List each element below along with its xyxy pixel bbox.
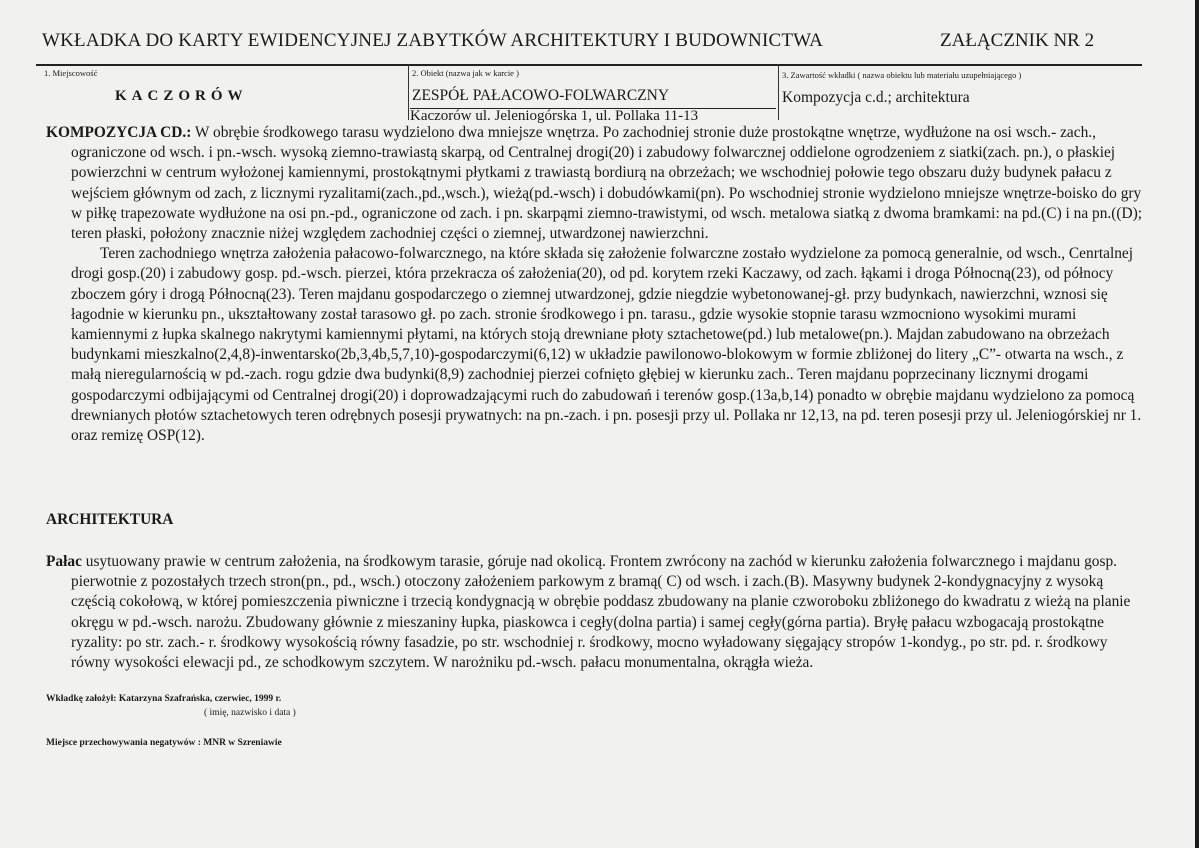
- header-rule: [36, 64, 1142, 66]
- composition-heading: KOMPOZYCJA CD.:: [46, 124, 192, 141]
- document-title: WKŁADKA DO KARTY EWIDENCYJNEJ ZABYTKÓW ARCHITEKTURY I BUDOWNICTWA: [42, 30, 824, 51]
- annex-number: ZAŁĄCZNIK NR 2: [940, 30, 1095, 51]
- palace-description: usytuowany prawie w centrum założenia, na środkowym tarasie, góruje nad okolicą. Frontem zwrócony na zachód w kierunku założenia folwarcznego i majdanu gosp. pierwotnie z pozostałych trzech stron(pn., pd., wsch.) otoczony założeniem parkowym z bramą( C) od wsch. i zach.(B). Masywny budynek 2-kondygnacyjny z wysoką częścią cokołową, w której pomieszczenia piwniczne i trzecią kondygnacją w obrębie poddasz zbudowany na planie czworoboku zbliżonego do kwadratu z wieżą na planie okręgu w pd.-wsch. narożu. Zbudowany głównie z mieszaniny łupka, piaskowca i cegły(dolna partia) i samej cegły(górna partia). Bryłę pałacu wzbogacają prostokątne ryzality: po str. zach.- r. środkowy wysokością równy fasadzie, po str. wschodniej r. środkowy, mocno wyładowany sięgający stropów 1-kondyg., po str. pd. r. środkowy równy wysokości elewacji pd., ze schodkowym szczytem. W narożniku pd.-wsch. pałacu monumentalna, okrągła wieża.: [71, 553, 1131, 672]
- negatives-location: Miejsce przechowywania negatywów : MNR w Szreniawie: [46, 738, 282, 748]
- composition-text-1: W obrębie środkowego tarasu wydzielono dwa mniejsze wnętrza. Po zachodniej stronie duże prostokątne wnętrze, wydłużone na osi wsch.- zach., ograniczone od wsch. i pn.-wsch. wysoką ziemno-trawiastą skarpą, od Centralnej drogi(20) i zabudowy folwarcznej oddielone ogrodzeniem z siatki(zach. pn.), o płaskiej powierzchni w centrum wyłożonej kamiennymi, prostokątnymi płytkami z trawiastą bordiurą na obrzeżach; we wschodniej połowie tego obszaru duży budynek pałacu z wejściem głównym od zach, z licznymi ryzalitami(zach.,pd.,wsch.), wieżą(pd.-wsch) i dobudówkami(pn). Po wschodniej stronie wydzielono mniejsze wnętrze-boisko do gry w piłkę trapezowate wydłużone na osi pn.-pd., ograniczone od zach. i pn. skarpąmi ziemno-trawistymi, od wsch. metalowa siatką z dwoma bramkami: na pd.(C) i na pn.((D); teren płaski, położony znacznie niżej względem zachodniej części o ziemnej, utwardzonej nawierzchni.: [71, 124, 1143, 243]
- object-address: Kaczorów ul. Jeleniogórska 1, ul. Pollaka 11-13: [410, 108, 776, 123]
- object-value: ZESPÓŁ PAŁACOWO-FOLWARCZNY: [412, 87, 670, 104]
- field-divider-2: [778, 64, 779, 120]
- palace-lead: Pałac: [46, 553, 82, 570]
- locality-value: KACZORÓW: [115, 88, 248, 104]
- architecture-paragraph: [46, 552, 1146, 673]
- author-hint: ( imię, nazwisko i data ): [204, 708, 296, 718]
- architecture-heading: ARCHITEKTURA: [46, 511, 174, 528]
- field-divider-1: [408, 64, 409, 120]
- object-label: 2. Obiekt (nazwa jak w karcie ): [412, 68, 519, 78]
- content-value: Kompozycja c.d.; architektura: [782, 89, 970, 106]
- locality-label: 1. Miejscowość: [44, 68, 98, 78]
- architecture-section: [46, 552, 1146, 673]
- scan-edge-border: [1195, 0, 1199, 848]
- composition-section: [46, 123, 1146, 446]
- composition-paragraph-2: Teren zachodniego wnętrza założenia pałacowo-folwarcznego, na które składa się założenie folwarczne zostało wydzielone za pomocą generalnie, od wsch., Cenrtalnej drogi gosp.(20) i zabudowy gosp. pd.-wsch. pierzei, która przekracza oś założenia(20), od pd. korytem rzeki Kaczawy, od zach. łąkami i droga Północną(23), od północy zboczem góry i drogą Północną(23). Teren majdanu gospodarczego o ziemnej utwardzonej, gdzie niegdzie wybetonowanej-gł. przy budynkach, nawierzchni, wznosi się łagodnie w kierunku pn., ukształtowany został tarasowo gł. po zach. stronie środkowego i pn. tarasu., gdzie wysokie stopnie tarasu wzmocniono wysokimi murami kamiennymi z łupka skalnego nakrytymi kamiennymi płytami, na których stoją drewniane płoty sztachetowe(pd.) lub metalowe(pn.). Majdan zabudowano na obrzeżach budynkami mieszkalno(2,4,8)-inwentarsko(2b,3,4b,5,7,10)-gospodarczymi(6,12) w układzie pawilonowo-blokowym w formie zbliżonej do litery „C”- otwarta na wsch., z małą nieregularnością w pd.-zach. rogu gdzie dwa budynki(8,9) zachodniej pierzei cofnięto głębiej w kierunku zach.. Teren majdanu poprzecinany licznymi drogami gospodarczymi odbijającymi od Centralnej drogi(20) i doprowadzającymi ruch do zabudowań i terenów gosp.(13a,b,14) ponadto w obrębie majdanu wydzielono za pomocą drewnianych płotów sztachetowych teren odrębnych posesji prywatnych: na pn.-zach. i pn. posesji przy ul. Pollaka nr 12,13, na pd. teren posesji przy ul. Jeleniogórskiej nr 1. oraz remizę OSP(12).: [71, 245, 1142, 445]
- content-label: 3. Zawartość wkładki ( nazwa obiektu lub materiału uzupełniającego ): [782, 70, 1022, 80]
- author-line: Wkładkę założył: Katarzyna Szafrańska, czerwiec, 1999 r.: [46, 694, 282, 704]
- composition-paragraph-1: [46, 123, 1146, 244]
